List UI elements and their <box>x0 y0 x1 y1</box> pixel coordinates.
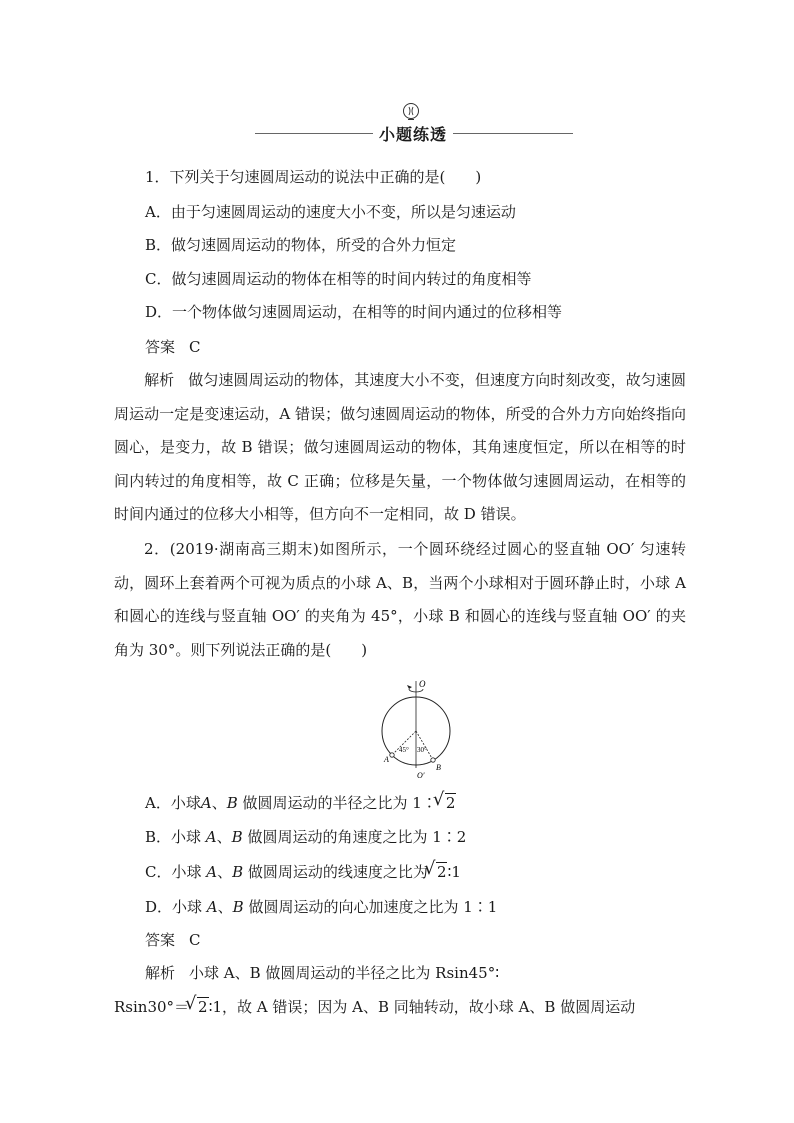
q1-option-c: C．做匀速圆周运动的物体在相等的时间内转过的角度相等 <box>145 270 532 288</box>
q2-option-c: C．小球 A、B 做圆周运动的线速度之比为√ 2∶1 <box>145 861 461 883</box>
label-b: B <box>436 763 441 772</box>
q2-answer-value: C <box>189 931 201 949</box>
sqrt-symbol: √ 2 <box>437 792 457 814</box>
label-a: A <box>384 755 389 764</box>
q2-answer <box>145 929 201 951</box>
label-o-prime: O′ <box>417 771 425 780</box>
q1-analysis-text: 做匀速圆周运动的物体，其速度大小不变，但速度方向时刻改变，故匀速圆周运动一定是变速运动，A 错误；做匀速圆周运动的物体，所受的合外力方向始终指向圆心，是变力，故 B 错误；做匀速圆周运动的物体，其角速度恒定，所以在相等的时间内转过的角度相等，故 C 正确；位移是矢量，一个物体做匀速圆周运动，在相等的时间内通过的位移大小相等，但方向不一定相同，故 D 错误。 <box>114 371 686 523</box>
header-rule-right <box>453 133 573 134</box>
label-angle-30: 30° <box>417 746 427 754</box>
rotating-ring-figure <box>370 676 470 784</box>
section-header <box>255 100 575 150</box>
q2-option-d: D．小球 A、B 做圆周运动的向心加速度之比为 1∶1 <box>145 898 498 916</box>
q2-analysis-line1: 解析 小球 A、B 做圆周运动的半径之比为 Rsin45°∶ <box>145 964 500 982</box>
q2-stem-text: 2．(2019·湖南高三期末)如图所示，一个圆环绕经过圆心的竖直轴 OO′ 匀速转动，圆环上套着两个可视为质点的小球 A、B，当两个小球相对于圆环静止时，小球 A 和圆心的连线与竖直轴 OO′ 的夹角为 45°，小球 B 和圆心的连线与竖直轴 OO′ 的夹角为 30°。则下列说法正确的是( ) <box>114 540 686 659</box>
header-rule-left <box>255 133 373 134</box>
q2-option-a: A．小球A、B 做圆周运动的半径之比为 1∶√ 2 <box>145 792 456 814</box>
sqrt-symbol: √ 2 <box>189 996 209 1018</box>
q1-option-d: D．一个物体做匀速圆周运动，在相等的时间内通过的位移相等 <box>145 303 563 321</box>
q1-option-b: B．做匀速圆周运动的物体，所受的合外力恒定 <box>145 236 457 254</box>
q1-option-a: A．由于匀速圆周运动的速度大小不变，所以是匀速运动 <box>145 203 516 221</box>
q1-answer <box>145 336 201 358</box>
q1-analysis <box>114 364 686 532</box>
q2-analysis-label: 解析 <box>145 964 176 982</box>
q1-analysis-label: 解析 <box>144 371 175 389</box>
label-o: O <box>419 679 426 689</box>
q1-answer-label: 答案 <box>145 338 176 356</box>
q2-option-b: B．小球 A、B 做圆周运动的角速度之比为 1∶2 <box>145 828 467 846</box>
q1-stem: 1．下列关于匀速圆周运动的说法中正确的是( ) <box>145 168 482 186</box>
bulb-icon <box>401 102 421 122</box>
label-angle-45: 45° <box>399 746 409 754</box>
q2-analysis-line2: Rsin30°＝√ 2∶1，故 A 错误；因为 A、B 同轴转动，故小球 A、B 做圆周运动 <box>114 996 635 1018</box>
sqrt-symbol: √ 2 <box>428 861 448 883</box>
q2-stem <box>114 533 686 667</box>
section-title: 小题练透 <box>378 125 447 144</box>
q2-answer-label: 答案 <box>145 931 176 949</box>
q1-answer-value: C <box>189 338 201 356</box>
